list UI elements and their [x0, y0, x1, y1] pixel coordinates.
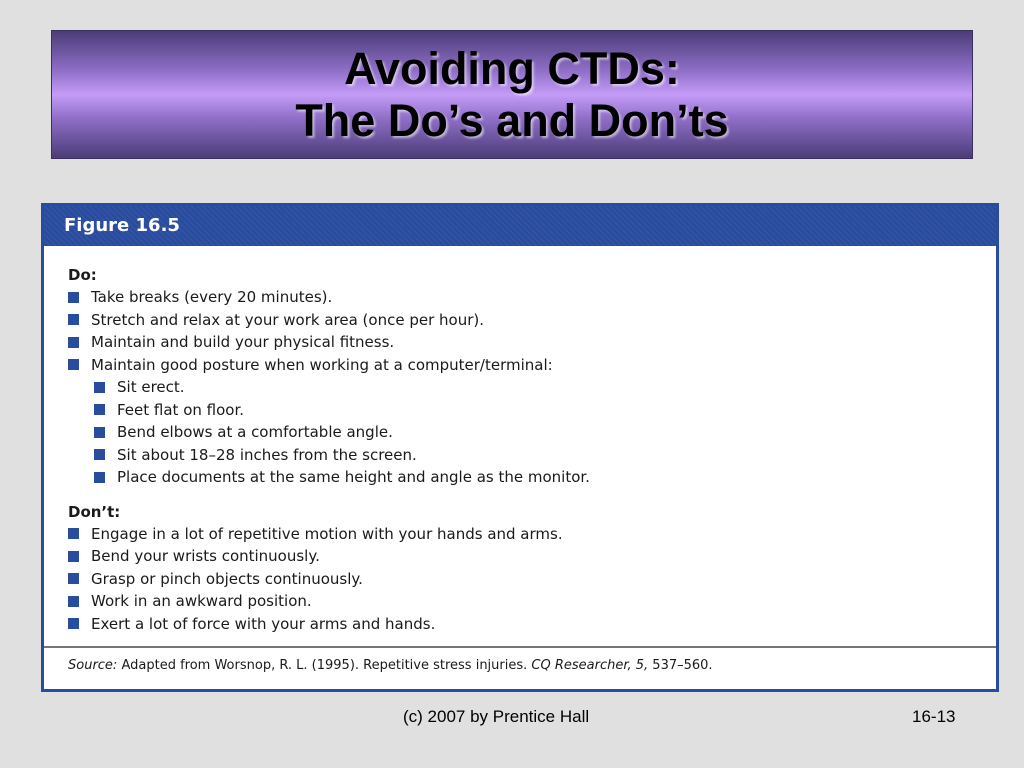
square-bullet-icon [68, 551, 79, 562]
source-citation [68, 658, 713, 673]
do-item [68, 286, 996, 309]
figure-label: Figure 16.5 [44, 206, 996, 246]
posture-subitem [68, 466, 996, 489]
posture-subitem [68, 421, 996, 444]
do-item [68, 354, 996, 377]
source-divider [44, 646, 996, 648]
do-item-text: Maintain and build your physical fitness. [91, 333, 395, 351]
posture-subitem-text: Sit about 18–28 inches from the screen. [117, 445, 417, 464]
dont-item [68, 545, 996, 568]
dont-item [68, 568, 996, 591]
dont-item-text: Bend your wrists continuously. [91, 547, 320, 565]
section-gap [68, 489, 996, 501]
dont-item [68, 523, 996, 546]
slide-title-line2: The Do’s and Don’ts [295, 94, 729, 146]
square-bullet-icon [68, 314, 79, 325]
square-bullet-icon [94, 427, 105, 438]
figure-panel [41, 203, 999, 692]
footer-copyright: (c) 2007 by Prentice Hall [403, 707, 590, 726]
posture-subitem-text: Feet flat on floor. [117, 400, 245, 419]
do-item [68, 309, 996, 332]
dont-item [68, 590, 996, 613]
slide-title-line1: Avoiding CTDs: [344, 42, 680, 94]
title-banner [51, 30, 973, 159]
dont-item-text: Grasp or pinch objects continuously. [91, 569, 363, 588]
source-label: Source: [68, 658, 118, 673]
do-item-text: Maintain good posture when working at a computer/terminal: [91, 355, 553, 374]
posture-subitem [68, 376, 996, 399]
square-bullet-icon [94, 449, 105, 460]
source-journal: CQ Researcher, 5, [531, 658, 649, 673]
square-bullet-icon [68, 596, 79, 607]
dont-item-text: Engage in a lot of repetitive motion with your hands and arms. [91, 524, 563, 543]
square-bullet-icon [68, 573, 79, 584]
figure-body [44, 246, 996, 635]
dont-heading: Don’t: [68, 502, 121, 521]
square-bullet-icon [94, 472, 105, 483]
square-bullet-icon [94, 382, 105, 393]
source-text: Adapted from Worsnop, R. L. (1995). Repetitive stress injuries. [117, 658, 532, 673]
source-pages: 537–560. [648, 658, 713, 673]
dont-item-text: Exert a lot of force with your arms and hands. [91, 614, 436, 633]
do-heading: Do: [68, 266, 97, 284]
square-bullet-icon [68, 337, 79, 348]
posture-subitem [68, 399, 996, 422]
square-bullet-icon [68, 528, 79, 539]
square-bullet-icon [94, 404, 105, 415]
dont-item [68, 613, 996, 636]
posture-subitem [68, 444, 996, 467]
square-bullet-icon [68, 359, 79, 370]
posture-subitem-text: Sit erect. [117, 378, 185, 396]
posture-subitem-text: Place documents at the same height and angle as the monitor. [117, 468, 590, 486]
do-item-text: Take breaks (every 20 minutes). [91, 288, 333, 306]
dont-item-text: Work in an awkward position. [91, 592, 312, 610]
page-number: 16-13 [912, 707, 956, 726]
posture-subitem-text: Bend elbows at a comfortable angle. [117, 423, 393, 441]
do-item [68, 331, 996, 354]
square-bullet-icon [68, 292, 79, 303]
square-bullet-icon [68, 618, 79, 629]
do-item-text: Stretch and relax at your work area (once per hour). [91, 310, 484, 329]
